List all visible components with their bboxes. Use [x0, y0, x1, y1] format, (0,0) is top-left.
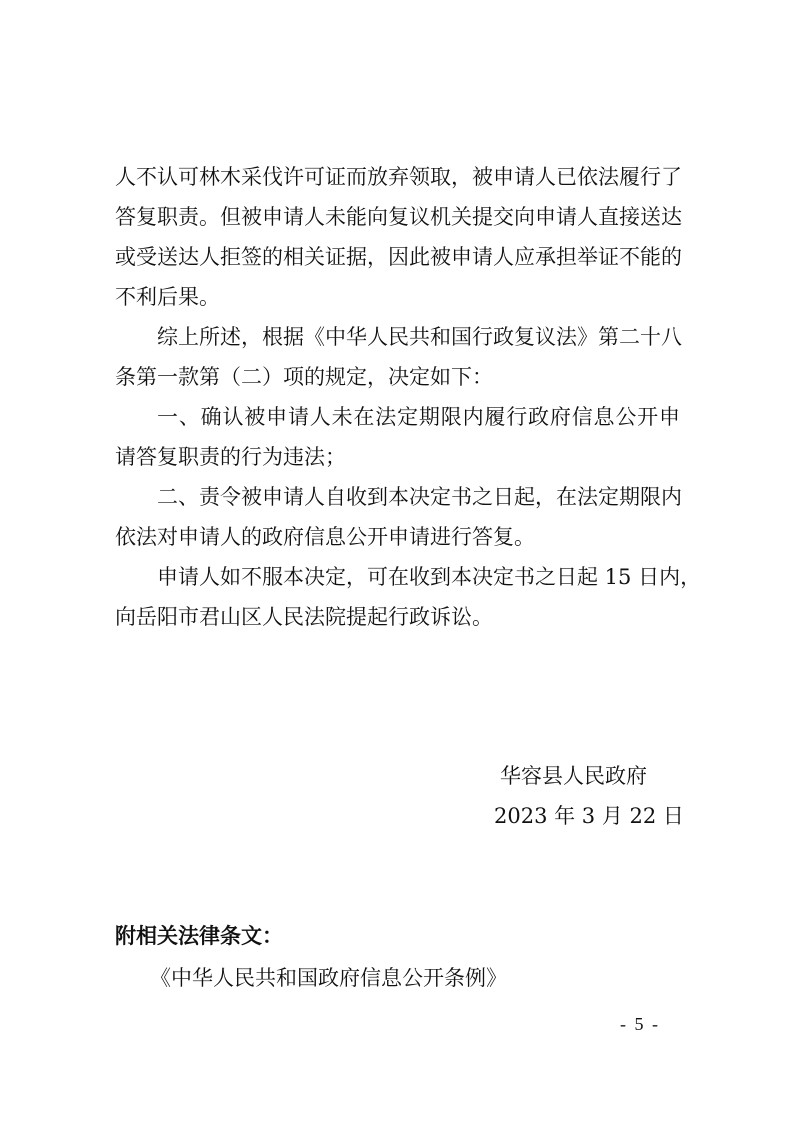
issuer-name: 华容县人民政府 [500, 764, 647, 788]
decision-item-1-line-1: 一、确认被申请人未在法定期限内履行政府信息公开申 [157, 405, 680, 429]
law-title: 《中华人民共和国政府信息公开条例》 [150, 966, 507, 990]
decision-item-2-line-1: 二、责令被申请人自收到本决定书之日起，在法定期限内 [157, 485, 682, 509]
decision-item-2-line-2: 依法对申请人的政府信息公开申请进行答复。 [115, 525, 535, 549]
page-number: - 5 - [620, 1014, 660, 1034]
body-line-5: 综上所述，根据《中华人民共和国行政复议法》第二十八 [157, 325, 682, 349]
body-line-2: 答复职责。但被申请人未能向复议机关提交向申请人直接送达 [115, 205, 682, 229]
body-line-4: 不利后果。 [115, 285, 220, 309]
appeal-notice-line-2: 向岳阳市君山区人民法院提起行政诉讼。 [115, 605, 493, 629]
appeal-notice-line-1: 申请人如不服本决定，可在收到本决定书之日起 15 日内， [157, 565, 702, 589]
issue-date: 2023 年 3 月 22 日 [494, 804, 684, 828]
appendix-heading: 附相关法律条文： [115, 924, 283, 948]
body-line-1: 人不认可林木采伐许可证而放弃领取，被申请人已依法履行了 [115, 165, 682, 189]
body-line-6: 条第一款第（二）项的规定，决定如下： [115, 365, 493, 389]
decision-item-1-line-2: 请答复职责的行为违法； [115, 445, 346, 469]
body-line-3: 或受送达人拒签的相关证据，因此被申请人应承担举证不能的 [115, 245, 682, 269]
